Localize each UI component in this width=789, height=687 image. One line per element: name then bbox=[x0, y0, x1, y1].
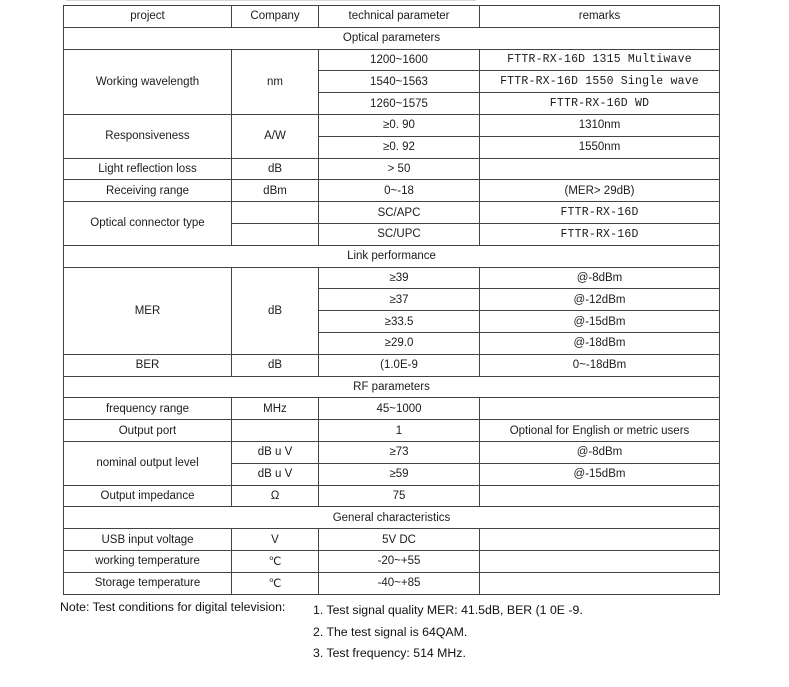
note-item-3: 3. Test frequency: 514 MHz. bbox=[313, 646, 466, 661]
cell-working-temp-remark bbox=[480, 550, 720, 572]
note-items bbox=[313, 600, 583, 665]
cell-storage-temp-unit: ℃ bbox=[232, 572, 319, 594]
cell-wavelength-range-1: 1200~1600 bbox=[319, 49, 480, 71]
section-row-rf bbox=[64, 376, 720, 398]
table-row bbox=[64, 267, 720, 289]
table-row bbox=[64, 354, 720, 376]
cropped-row-artifact bbox=[66, 0, 476, 1]
col-header-remarks: remarks bbox=[480, 6, 720, 28]
table-row bbox=[64, 420, 720, 442]
cell-nominal-output-level: nominal output level bbox=[64, 441, 232, 485]
cell-impedance-remark bbox=[480, 485, 720, 507]
cell-level-unit-1: dB u V bbox=[232, 441, 319, 463]
cell-level-value-1: ≥73 bbox=[319, 441, 480, 463]
cell-frequency-unit: MHz bbox=[232, 398, 319, 420]
cell-output-port-unit bbox=[232, 420, 319, 442]
table-row bbox=[64, 529, 720, 551]
table-row bbox=[64, 485, 720, 507]
table-row bbox=[64, 158, 720, 180]
cell-impedance-value: 75 bbox=[319, 485, 480, 507]
cell-level-remark-1: @-8dBm bbox=[480, 441, 720, 463]
section-row-optical bbox=[64, 27, 720, 49]
cell-mer-value-1: ≥39 bbox=[319, 267, 480, 289]
cell-mer-remark-1: @-8dBm bbox=[480, 267, 720, 289]
cell-working-temp-value: -20~+55 bbox=[319, 550, 480, 572]
cell-mer-remark-3: @-15dBm bbox=[480, 311, 720, 333]
table-row bbox=[64, 180, 720, 202]
cell-usb-unit: V bbox=[232, 529, 319, 551]
cell-responsiveness: Responsiveness bbox=[64, 114, 232, 158]
cell-frequency-value: 45~1000 bbox=[319, 398, 480, 420]
cell-level-unit-2: dB u V bbox=[232, 463, 319, 485]
cell-usb-remark bbox=[480, 529, 720, 551]
cell-connector-remark-1: FTTR-RX-16D bbox=[480, 202, 720, 224]
cell-output-impedance: Output impedance bbox=[64, 485, 232, 507]
cell-frequency-remark bbox=[480, 398, 720, 420]
table-row bbox=[64, 441, 720, 463]
cell-responsiveness-value-2: ≥0. 92 bbox=[319, 136, 480, 158]
section-title-optical: Optical parameters bbox=[64, 27, 720, 49]
col-header-company: Company bbox=[232, 6, 319, 28]
table-row bbox=[64, 114, 720, 136]
table-row bbox=[64, 49, 720, 71]
cell-connector-value-2: SC/UPC bbox=[319, 223, 480, 245]
cell-ber-remark: 0~-18dBm bbox=[480, 354, 720, 376]
cell-reflection-unit: dB bbox=[232, 158, 319, 180]
cell-receiving-remark: (MER> 29dB) bbox=[480, 180, 720, 202]
cell-mer-value-2: ≥37 bbox=[319, 289, 480, 311]
cell-connector-unit-2 bbox=[232, 223, 319, 245]
table-row bbox=[64, 550, 720, 572]
cell-storage-temperature: Storage temperature bbox=[64, 572, 232, 594]
cell-reflection-loss: Light reflection loss bbox=[64, 158, 232, 180]
cell-connector-value-1: SC/APC bbox=[319, 202, 480, 224]
cell-responsiveness-remark-2: 1550nm bbox=[480, 136, 720, 158]
table-row bbox=[64, 202, 720, 224]
note-item-1: 1. Test signal quality MER: 41.5dB, BER (1 0E -9. bbox=[313, 603, 583, 617]
cell-storage-temp-remark bbox=[480, 572, 720, 594]
cell-wavelength-remark-2: FTTR-RX-16D 1550 Single wave bbox=[480, 71, 720, 93]
cell-frequency-range: frequency range bbox=[64, 398, 232, 420]
cell-receiving-unit: dBm bbox=[232, 180, 319, 202]
note-label: Note: Test conditions for digital television: bbox=[60, 600, 286, 614]
col-header-project: project bbox=[64, 6, 232, 28]
section-row-general bbox=[64, 507, 720, 529]
cell-connector-unit-1 bbox=[232, 202, 319, 224]
cell-ber-unit: dB bbox=[232, 354, 319, 376]
cell-output-port-value: 1 bbox=[319, 420, 480, 442]
section-title-rf: RF parameters bbox=[64, 376, 720, 398]
cell-usb-voltage: USB input voltage bbox=[64, 529, 232, 551]
cell-wavelength-remark-3: FTTR-RX-16D WD bbox=[480, 93, 720, 115]
cell-output-port: Output port bbox=[64, 420, 232, 442]
cell-mer: MER bbox=[64, 267, 232, 354]
cell-reflection-remark bbox=[480, 158, 720, 180]
cell-usb-value: 5V DC bbox=[319, 529, 480, 551]
cell-impedance-unit: Ω bbox=[232, 485, 319, 507]
section-row-link bbox=[64, 245, 720, 267]
cell-mer-remark-4: @-18dBm bbox=[480, 332, 720, 354]
table-row bbox=[64, 398, 720, 420]
spec-table bbox=[63, 5, 720, 595]
cell-mer-value-3: ≥33.5 bbox=[319, 311, 480, 333]
header-row bbox=[64, 6, 720, 28]
cell-wavelength-remark-1: FTTR-RX-16D 1315 Multiwave bbox=[480, 49, 720, 71]
cell-wavelength-range-2: 1540~1563 bbox=[319, 71, 480, 93]
section-title-link: Link performance bbox=[64, 245, 720, 267]
cell-storage-temp-value: -40~+85 bbox=[319, 572, 480, 594]
cell-responsiveness-remark-1: 1310nm bbox=[480, 114, 720, 136]
cell-wavelength-range-3: 1260~1575 bbox=[319, 93, 480, 115]
cell-level-remark-2: @-15dBm bbox=[480, 463, 720, 485]
cell-output-port-remark: Optional for English or metric users bbox=[480, 420, 720, 442]
cell-level-value-2: ≥59 bbox=[319, 463, 480, 485]
cell-responsiveness-unit: A/W bbox=[232, 114, 319, 158]
cell-ber-value: (1.0E-9 bbox=[319, 354, 480, 376]
cell-working-wavelength: Working wavelength bbox=[64, 49, 232, 114]
cell-reflection-value: > 50 bbox=[319, 158, 480, 180]
cell-receiving-value: 0~-18 bbox=[319, 180, 480, 202]
cell-responsiveness-value-1: ≥0. 90 bbox=[319, 114, 480, 136]
cell-wavelength-unit: nm bbox=[232, 49, 319, 114]
cell-connector-remark-2: FTTR-RX-16D bbox=[480, 223, 720, 245]
note-item-2: 2. The test signal is 64QAM. bbox=[313, 624, 468, 639]
cell-ber: BER bbox=[64, 354, 232, 376]
col-header-technical-parameter: technical parameter bbox=[319, 6, 480, 28]
cell-connector-type: Optical connector type bbox=[64, 202, 232, 246]
section-title-general: General characteristics bbox=[64, 507, 720, 529]
cell-mer-unit: dB bbox=[232, 267, 319, 354]
table-row bbox=[64, 572, 720, 594]
cell-mer-remark-2: @-12dBm bbox=[480, 289, 720, 311]
cell-receiving-range: Receiving range bbox=[64, 180, 232, 202]
cell-working-temperature: working temperature bbox=[64, 550, 232, 572]
cell-working-temp-unit: ℃ bbox=[232, 550, 319, 572]
cell-mer-value-4: ≥29.0 bbox=[319, 332, 480, 354]
